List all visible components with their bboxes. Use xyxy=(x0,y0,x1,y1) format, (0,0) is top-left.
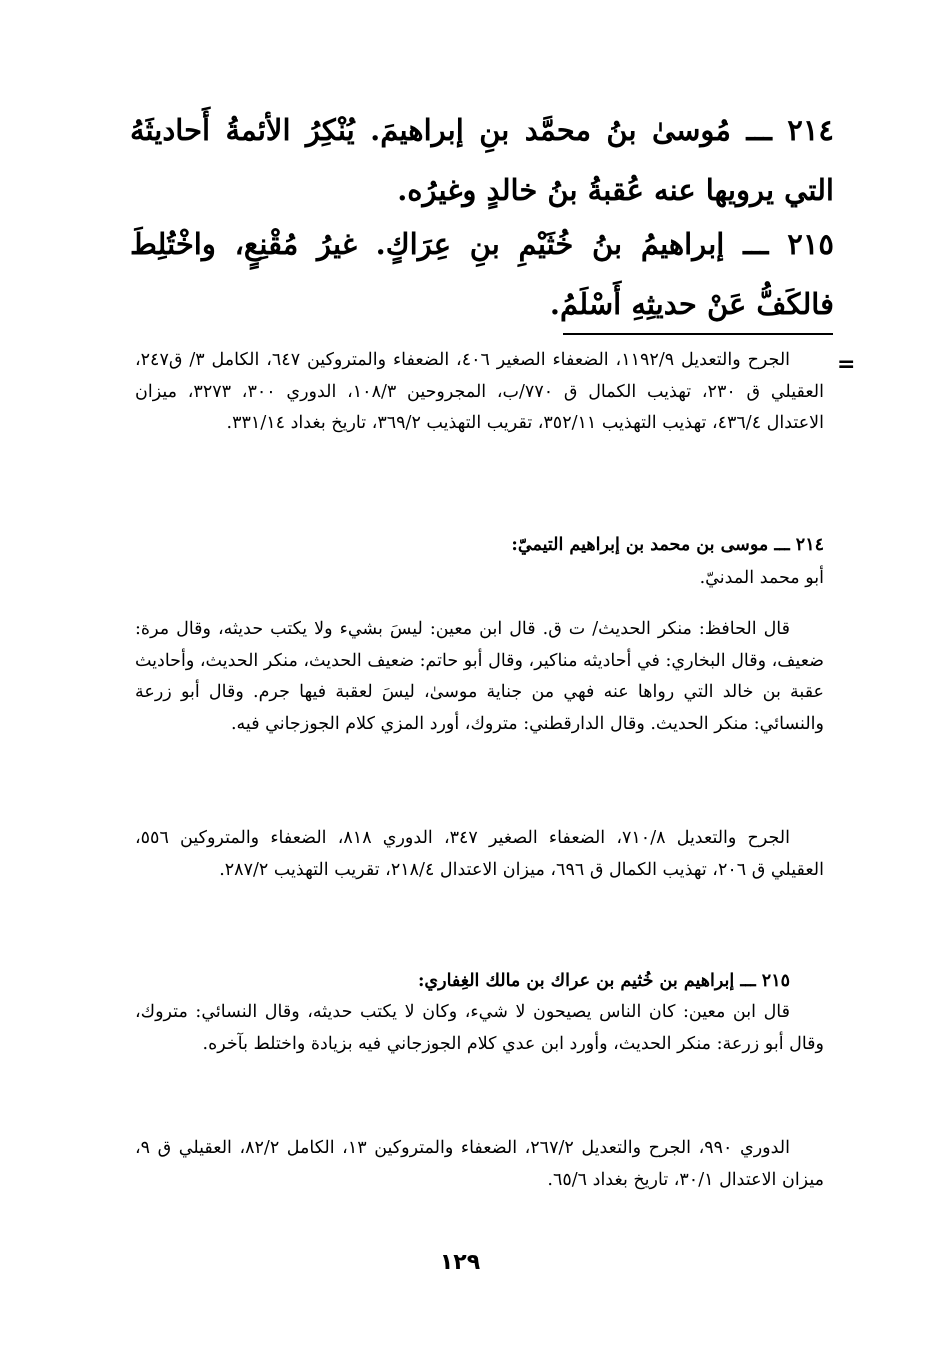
footnote-body-214: قال الحافظ: منكر الحديث/ ت ق. قال ابن معين: ليسَ بشيء ولا يكتب حديثه، وقال مرة: ضعيف، وقال البخاري: في أحاديثه مناكير، وقال أبو حاتم: ضعيف الحديث، منكر الحديث، وأحاديث عقبة بن خالد التي رواها عنه فهي من جناية موسىٰ، ليسَ لعقبة فيها جرم. وقال أبو زرعة والنسائي: منكر الحديث. وقال الدارقطني: متروك، أورد المزي كلام الجوزجاني فيه. xyxy=(135,619,824,734)
footnote-heading-215: ٢١٥ ـــ إبراهيم بن خُثيم بن عراك بن مالك الغِفاري: xyxy=(417,971,790,991)
page-number: ١٢٩ xyxy=(439,1250,481,1275)
main-entry-214: ٢١٤ ـــ مُوسىٰ بنُ محمَّد بنِ إبراهيمَ. يُنْكِرُ الأئمةُ أَحاديثَهُ التي يرويها عنه عُقبةُ بنُ خالدٍ وغيرُه. xyxy=(130,113,834,207)
footnote-divider xyxy=(563,333,833,335)
footnote-refs-continued: الجرح والتعديل ١١٩٢/٩، الضعفاء الصغير ٤٠٦، الضعفاء والمتروكين ٦٤٧، الكامل ٣/ ق٢٤٧، العقيلي ق ٢٣٠، تهذيب الكمال ق ٧٧٠/ب، المجروحين ١٠٨/٣، الدوري ٣٠٠، ٣٢٧٣، ميزان الاعتدال ٤٣٦/٤، تهذيب التهذيب ٣٥٢/١١، تقريب التهذيب ٣٦٩/٢، تاريخ بغداد ٣٣١/١٤. xyxy=(135,350,824,433)
footnote-continuation-marker: = xyxy=(837,352,856,377)
footnote-refs-214: الجرح والتعديل ٧١٠/٨، الضعفاء الصغير ٣٤٧، الدوري ٨١٨، الضعفاء والمتروكين ٥٥٦، العقيلي ق ٢٠٦، تهذيب الكمال ق ٦٩٦، ميزان الاعتدال ٢١٨/٤، تقريب التهذيب ٢٨٧/٢. xyxy=(135,828,824,880)
footnote-refs-215: الدوري ٩٩٠، الجرح والتعديل ٢٦٧/٢، الضعفاء والمتروكين ١٣، الكامل ٨٢/٢، العقيلي ق ٩، ميزان الاعتدال ٣٠/١، تاريخ بغداد ٦٥/٦. xyxy=(135,1138,824,1190)
main-entry-215: ٢١٥ ـــ إبراهيمُ بنُ خُثَيْمِ بنِ عِرَاكٍ. غيرُ مُقْنِعٍ، واخْتُلِطَ فالكَفُّ عَنْ حديثِهِ أَسْلَمُ. xyxy=(130,227,834,321)
footnote-body-215: قال ابن معين: كان الناس يصيحون لا شيء، وكان لا يكتب حديثه، وقال النسائي: متروك، وقال أبو زرعة: منكر الحديث، وأورد ابن عدي كلام الجوزجاني فيه بزيادة واختلط بآخره. xyxy=(135,1002,824,1054)
footnote-subheading-214: أبو محمد المدنيّ. xyxy=(699,568,824,588)
footnote-heading-214: ٢١٤ ـــ موسى بن محمد بن إبراهيم التيميّ: xyxy=(511,535,824,555)
